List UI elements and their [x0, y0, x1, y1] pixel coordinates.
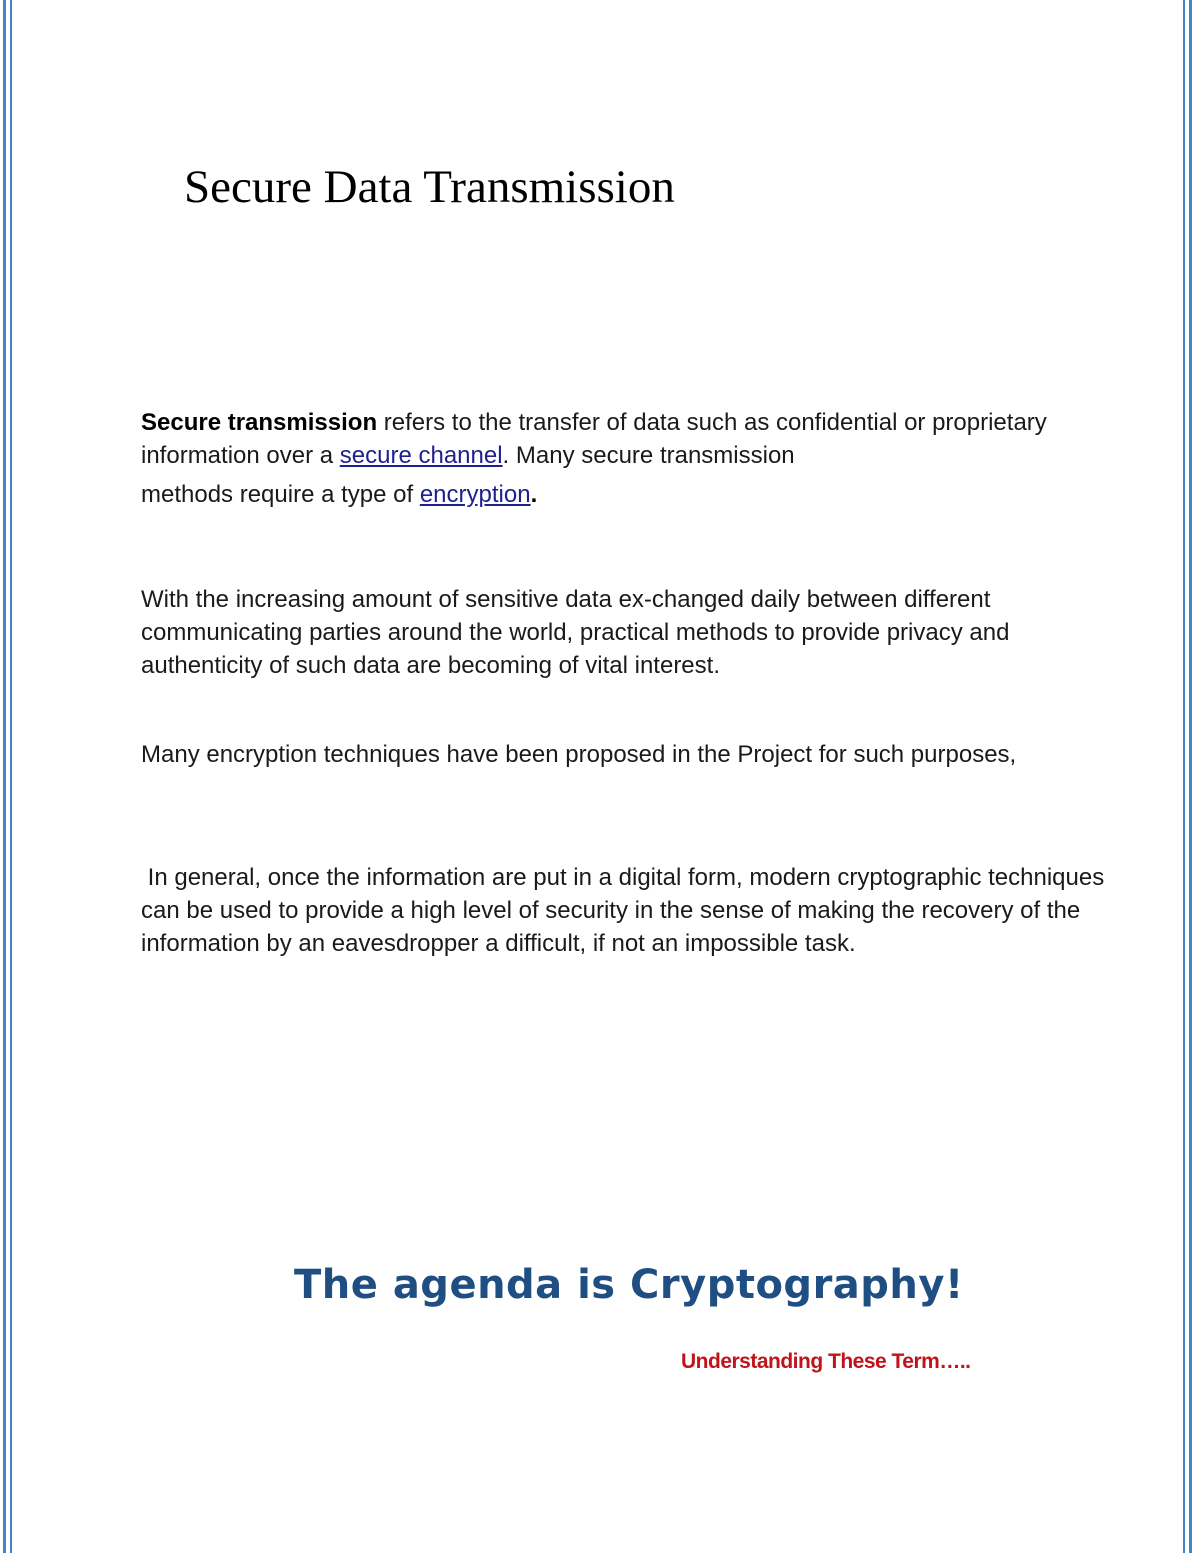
page-border-right	[1189, 0, 1192, 1553]
page-border-left	[3, 0, 6, 1553]
paragraph-text-d: .	[530, 481, 538, 508]
paragraph-secure-transmission	[141, 406, 1131, 511]
paragraph-text-b: . Many secure transmission	[502, 442, 795, 469]
paragraph-text-a: refers to the transfer of data such as confidential or proprietary information over a	[141, 409, 1047, 469]
document-title: Secure Data Transmission	[184, 161, 675, 213]
paragraph-general-cryptography: In general, once the information are put in a digital form, modern cryptographic techniques can be used to provide a high level of security in the sense of making the recovery of the information by an eavesdropper a difficult, if not an impossible task.	[141, 864, 1111, 957]
secure-channel-link[interactable]: secure channel	[339, 442, 503, 469]
paragraph-lead-bold: Secure transmission	[141, 409, 378, 436]
paragraph-text-c: methods require a type of	[141, 481, 420, 508]
agenda-subheading: Understanding These Term…..	[681, 1350, 971, 1373]
page-border-left-inner	[10, 0, 12, 1553]
paragraph-encryption-techniques: Many encryption techniques have been proposed in the Project for such purposes,	[141, 741, 1017, 768]
paragraph-increasing-data: With the increasing amount of sensitive data ex-changed daily between different communicating parties around the world, practical methods to provide privacy and authenticity of such data are becoming of vital interest.	[141, 586, 1010, 679]
page-border-right-inner	[1183, 0, 1185, 1553]
agenda-heading: The agenda is Cryptography!	[294, 1262, 964, 1308]
encryption-link[interactable]: encryption	[419, 481, 531, 508]
